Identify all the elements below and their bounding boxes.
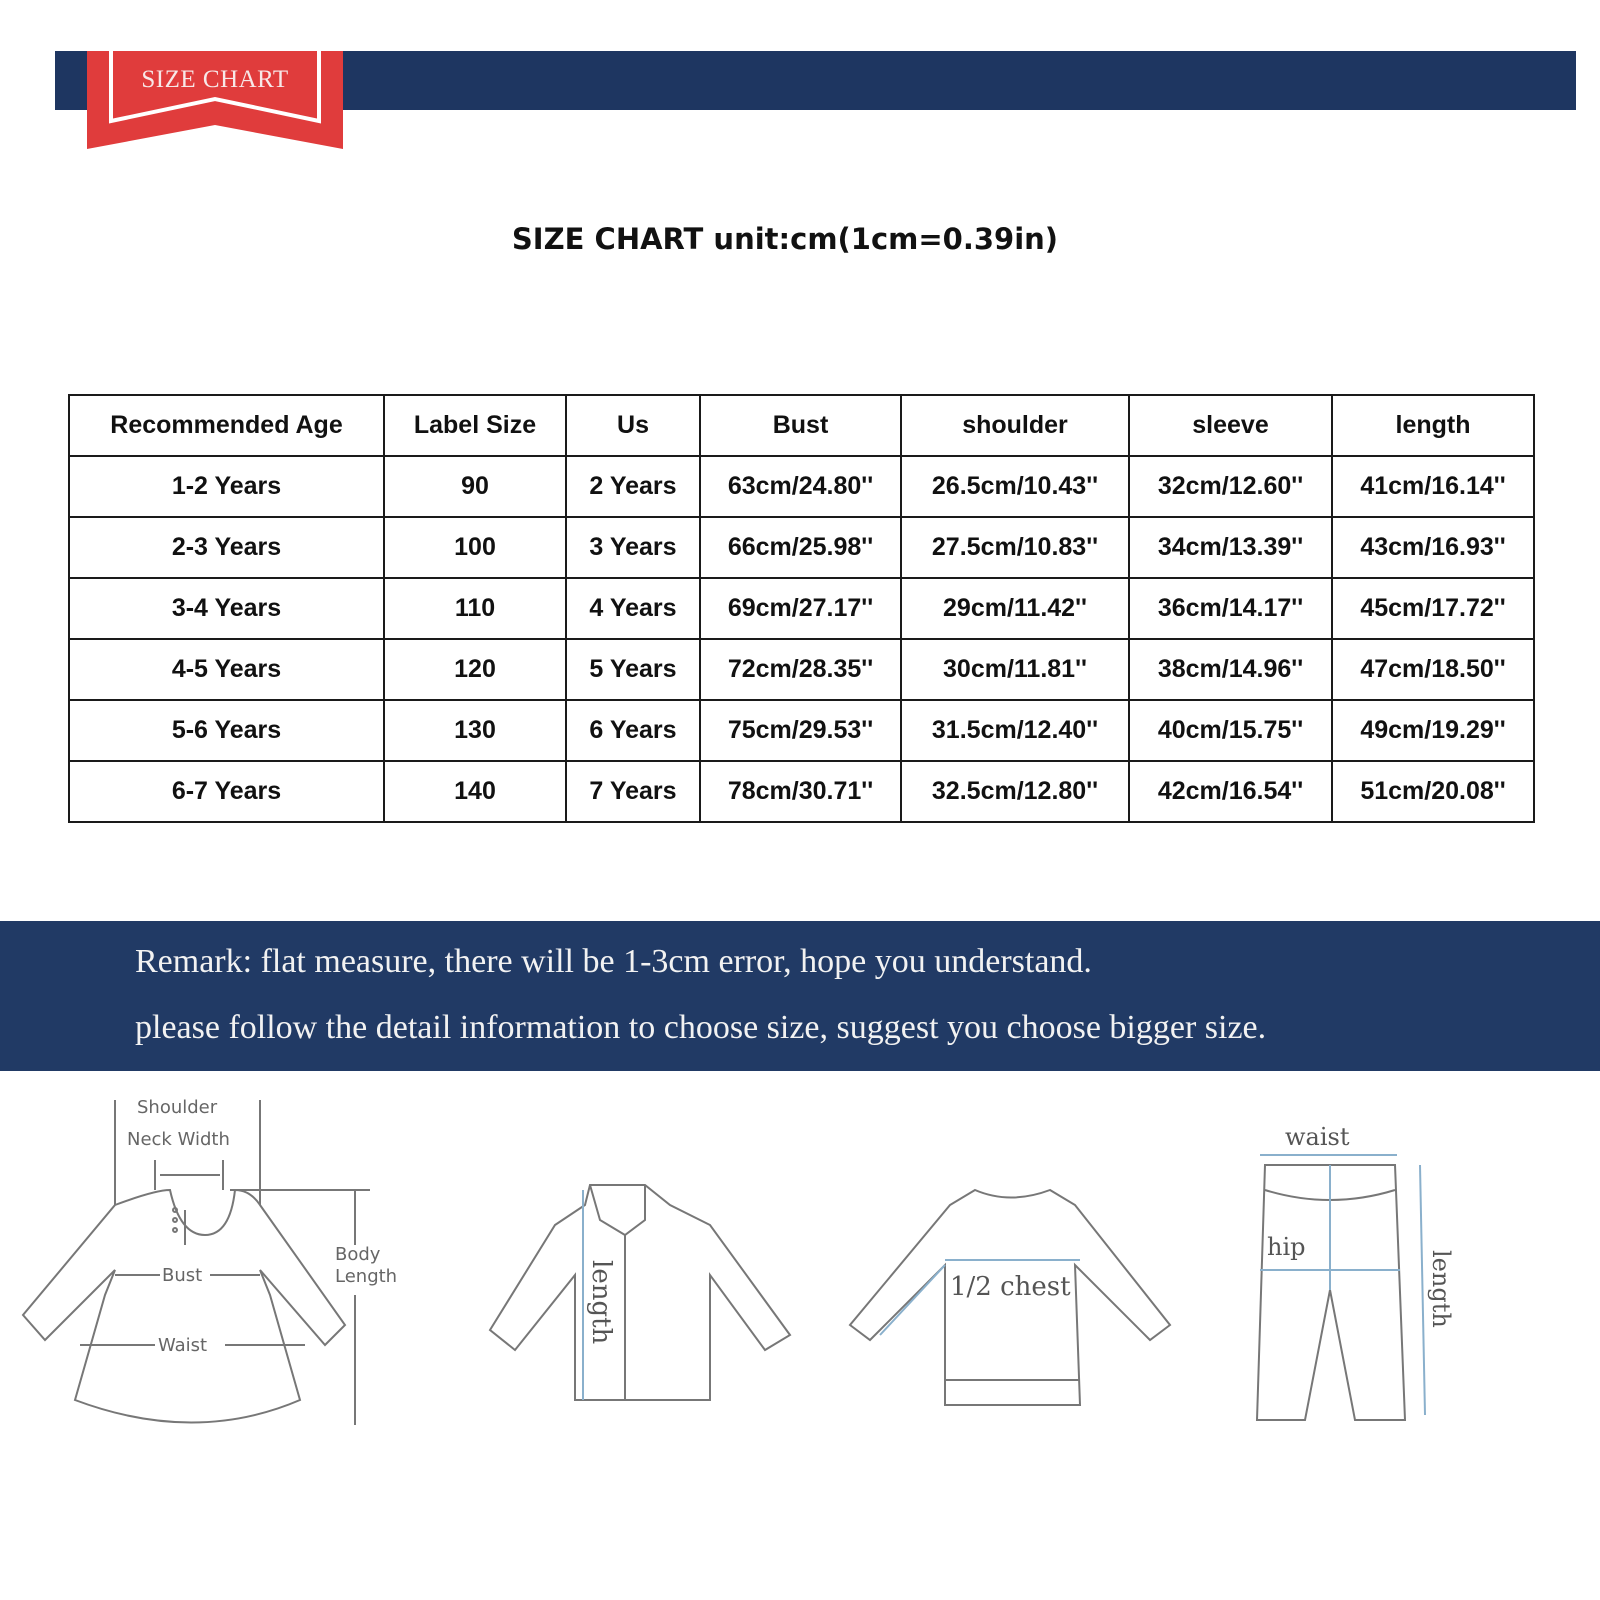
cell-label-size: 100 (384, 517, 566, 578)
cell-label-size: 90 (384, 456, 566, 517)
table-row (69, 517, 1534, 578)
cell-shoulder: 29cm/11.42'' (901, 578, 1129, 639)
header-shoulder: shoulder (901, 395, 1129, 456)
cell-us: 3 Years (566, 517, 700, 578)
sweater-chest-label: 1/2 chest (950, 1272, 1071, 1302)
header-bust: Bust (700, 395, 901, 456)
dress-bust-label: Bust (162, 1265, 203, 1286)
cell-us: 4 Years (566, 578, 700, 639)
size-table (68, 394, 1535, 823)
cell-age: 3-4 Years (69, 578, 384, 639)
cell-length: 45cm/17.72'' (1332, 578, 1534, 639)
shirt-diagram (455, 1180, 805, 1415)
cell-label-size: 140 (384, 761, 566, 822)
cell-length: 47cm/18.50'' (1332, 639, 1534, 700)
remark-line-1: Remark: flat measure, there will be 1-3cm error, hope you understand. (135, 943, 1092, 980)
header-sleeve: sleeve (1129, 395, 1332, 456)
cell-length: 41cm/16.14'' (1332, 456, 1534, 517)
cell-us: 2 Years (566, 456, 700, 517)
cell-label-size: 130 (384, 700, 566, 761)
pants-waist-label: waist (1285, 1123, 1350, 1151)
cell-us: 6 Years (566, 700, 700, 761)
chart-title: SIZE CHART unit:cm(1cm=0.39in) (511, 222, 1059, 256)
cell-sleeve: 42cm/16.54'' (1129, 761, 1332, 822)
cell-bust: 69cm/27.17'' (700, 578, 901, 639)
table-row (69, 761, 1534, 822)
cell-bust: 75cm/29.53'' (700, 700, 901, 761)
cell-sleeve: 32cm/12.60'' (1129, 456, 1332, 517)
cell-bust: 72cm/28.35'' (700, 639, 901, 700)
cell-label-size: 110 (384, 578, 566, 639)
cell-sleeve: 40cm/15.75'' (1129, 700, 1332, 761)
cell-age: 4-5 Years (69, 639, 384, 700)
pants-diagram (1255, 1120, 1475, 1435)
dress-length-label: Length (335, 1266, 398, 1287)
cell-label-size: 120 (384, 639, 566, 700)
dress-neck-width-label: Neck Width (127, 1129, 230, 1150)
cell-bust: 66cm/25.98'' (700, 517, 901, 578)
cell-shoulder: 31.5cm/12.40'' (901, 700, 1129, 761)
ribbon-label: SIZE CHART (141, 66, 289, 93)
dress-shoulder-label: Shoulder (137, 1097, 218, 1118)
pants-length-label: length (1427, 1250, 1455, 1328)
cell-length: 49cm/19.29'' (1332, 700, 1534, 761)
cell-us: 7 Years (566, 761, 700, 822)
table-header-row (69, 395, 1534, 456)
remark-line-2: please follow the detail information to choose size, suggest you choose bigger size. (135, 1009, 1267, 1046)
cell-length: 51cm/20.08'' (1332, 761, 1534, 822)
table-row (69, 639, 1534, 700)
dress-body-label: Body (335, 1244, 381, 1265)
cell-length: 43cm/16.93'' (1332, 517, 1534, 578)
header-label-size: Label Size (384, 395, 566, 456)
cell-bust: 63cm/24.80'' (700, 456, 901, 517)
cell-shoulder: 32.5cm/12.80'' (901, 761, 1129, 822)
cell-age: 6-7 Years (69, 761, 384, 822)
cell-shoulder: 26.5cm/10.43'' (901, 456, 1129, 517)
shirt-length-label: length (586, 1260, 616, 1345)
cell-us: 5 Years (566, 639, 700, 700)
cell-shoulder: 27.5cm/10.83'' (901, 517, 1129, 578)
header-us: Us (566, 395, 700, 456)
pants-hip-label: hip (1267, 1233, 1306, 1261)
dress-waist-label: Waist (158, 1335, 208, 1356)
cell-sleeve: 36cm/14.17'' (1129, 578, 1332, 639)
remark-band (0, 921, 1600, 1071)
cell-shoulder: 30cm/11.81'' (901, 639, 1129, 700)
header-recommended-age: Recommended Age (69, 395, 384, 456)
table-row (69, 578, 1534, 639)
cell-age: 5-6 Years (69, 700, 384, 761)
dress-diagram (15, 1095, 415, 1450)
cell-sleeve: 38cm/14.96'' (1129, 639, 1332, 700)
cell-sleeve: 34cm/13.39'' (1129, 517, 1332, 578)
header-length: length (1332, 395, 1534, 456)
cell-bust: 78cm/30.71'' (700, 761, 901, 822)
table-row (69, 456, 1534, 517)
table-row (69, 700, 1534, 761)
size-chart-ribbon (87, 51, 343, 149)
sweater-diagram (835, 1185, 1185, 1410)
cell-age: 1-2 Years (69, 456, 384, 517)
cell-age: 2-3 Years (69, 517, 384, 578)
